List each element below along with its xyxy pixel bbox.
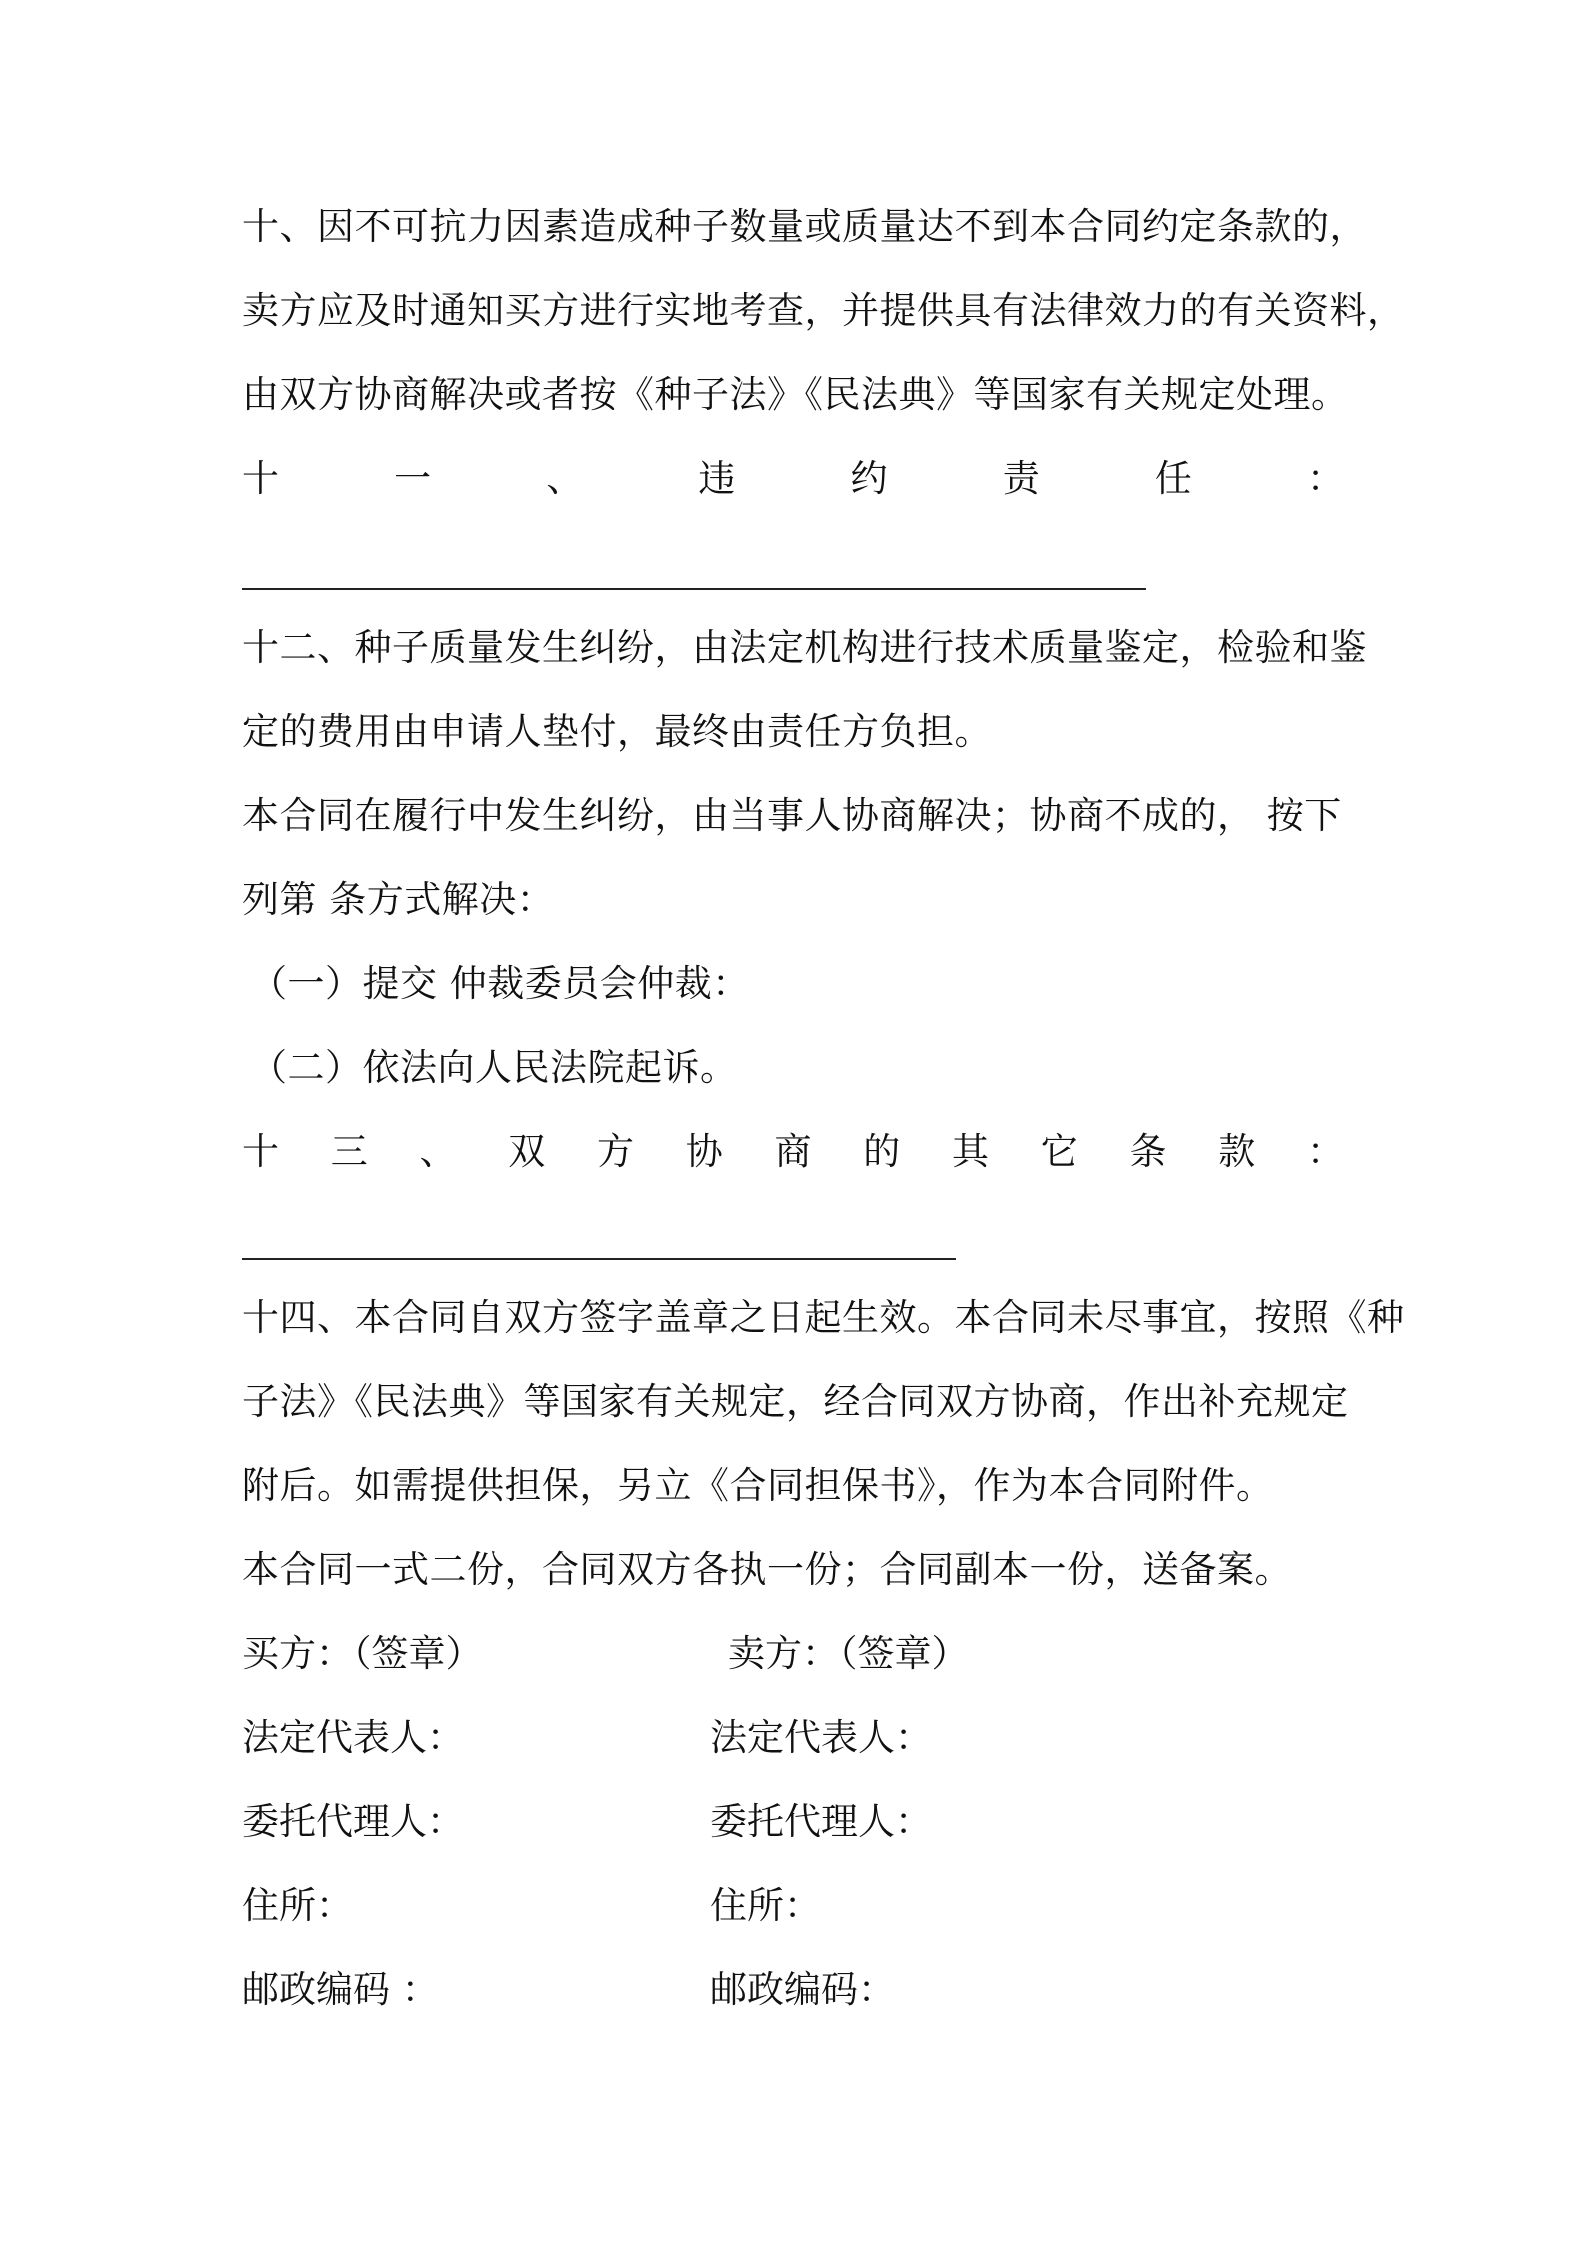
clause-11-heading (242, 455, 1344, 503)
clause-11-char: 任 (1154, 457, 1192, 500)
clause-14-line-4: 本合同一式二份，合同双方各执一份；合同副本一份，送备案。 (242, 1548, 1292, 1591)
clause-14-line-1: 十四、本合同自双方签字盖章之日起生效。本合同未尽事宜，按照《种 (242, 1296, 1405, 1339)
clause-11-char: ： (1306, 457, 1344, 500)
clause-13-char: 条 (1129, 1130, 1167, 1173)
clause-13-char: 的 (863, 1130, 901, 1173)
clause-10-line-3: 由双方协商解决或者按《种子法》《民法典》等国家有关规定处理。 (242, 373, 1349, 416)
buyer-legal-rep: 法定代表人： (242, 1716, 464, 1759)
clause-13-char: 款 (1218, 1130, 1256, 1173)
clause-13-char: 十 (242, 1130, 279, 1173)
clause-14-line-3: 附后。如需提供担保，另立《合同担保书》，作为本合同附件。 (242, 1464, 1274, 1507)
clause-13-char: 协 (685, 1130, 723, 1173)
clause-10-line-2: 卖方应及时通知买方进行实地考查，并提供具有法律效力的有关资料， (242, 289, 1405, 332)
dispute-option-2: （二）依法向人民法院起诉。 (250, 1046, 738, 1089)
buyer-address: 住所： (242, 1884, 353, 1927)
clause-12-line-2: 定的费用由申请人垫付，最终由责任方负担。 (242, 710, 992, 753)
dispute-option-1: （一）提交 仲裁委员会仲裁： (250, 962, 750, 1005)
clause-13-char: 、 (419, 1130, 457, 1173)
clause-13-heading (242, 1128, 1344, 1176)
buyer-postcode: 邮政编码 ： (242, 1968, 439, 2011)
clause-11-char: 一 (394, 457, 432, 500)
clause-11-char: 、 (546, 457, 584, 500)
clause-13-char: ： (1307, 1130, 1344, 1173)
seller-address: 住所： (710, 1884, 821, 1927)
clause-13-char: 三 (330, 1130, 368, 1173)
clause-11-char: 约 (850, 457, 888, 500)
seller-agent: 委托代理人： (710, 1800, 932, 1843)
clause-14-line-2: 子法》《民法典》等国家有关规定，经合同双方协商，作出补充规定 (242, 1380, 1349, 1423)
clause-13-char: 它 (1040, 1130, 1078, 1173)
clause-12-line-1: 十二、种子质量发生纠纷，由法定机构进行技术质量鉴定，检验和鉴 (242, 626, 1367, 669)
clause-13-char: 双 (508, 1130, 546, 1173)
clause-11-char: 十 (242, 457, 279, 500)
clause-11-char: 违 (698, 457, 736, 500)
clause-11-char: 责 (1002, 457, 1040, 500)
dispute-line-1: 本合同在履行中发生纠纷，由当事人协商解决；协商不成的， 按下 (242, 794, 1342, 837)
buyer-agent: 委托代理人： (242, 1800, 464, 1843)
clause-13-char: 其 (952, 1130, 989, 1173)
clause-10-line-1: 十、因不可抗力因素造成种子数量或质量达不到本合同约定条款的， (242, 205, 1367, 248)
clause-11-blank-line (242, 588, 1146, 590)
dispute-line-2: 列第 条方式解决： (242, 878, 555, 921)
seller-legal-rep: 法定代表人： (710, 1716, 932, 1759)
clause-13-char: 商 (774, 1130, 812, 1173)
clause-13-char: 方 (597, 1130, 634, 1173)
buyer-title: 买方：（签章） (242, 1632, 483, 1675)
seller-postcode: 邮政编码： (710, 1968, 895, 2011)
seller-title: 卖方：（签章） (728, 1632, 969, 1675)
clause-13-blank-line (242, 1258, 956, 1260)
